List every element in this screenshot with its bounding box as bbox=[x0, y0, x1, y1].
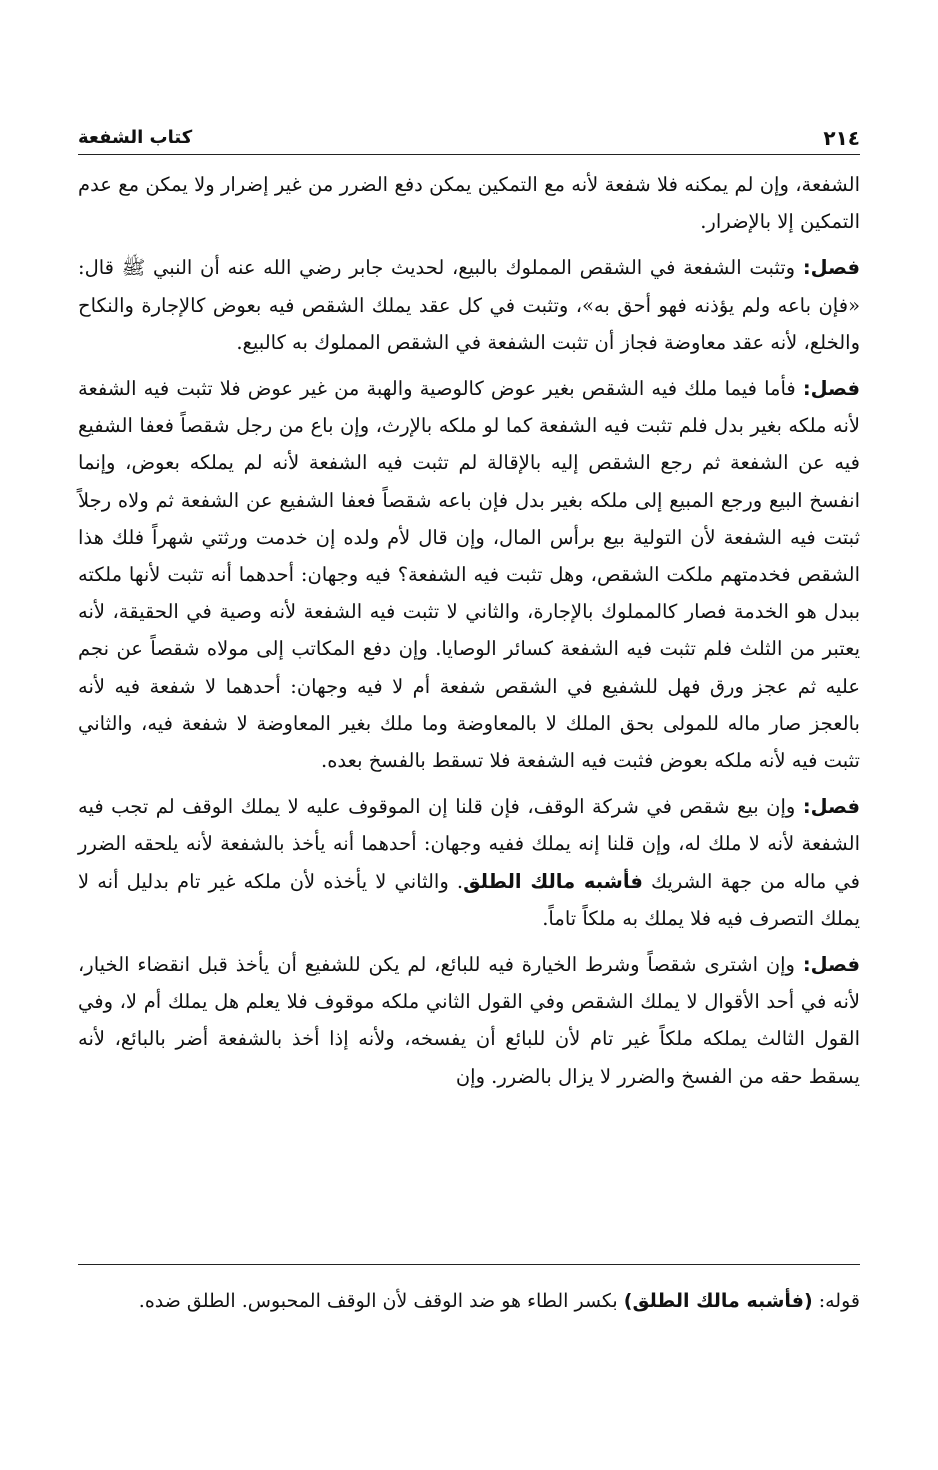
paragraph-5-text: وإن اشترى شقصاً وشرط الخيارة فيه للبائع، لم يكن للشفيع أن يأخذ قبل انقضاء الخيار، لأنه في أحد الأقوال لا يملك الشقص وفي القول الثاني ملكه موقوف فلا يعلم هل يملك أم لا، وفي القول الثالث يملكه ملكاً غير تام لأن للبائع أن يفسخه، ولأنه إذا أخذ بالشفعة أضر بالبائع، لأنه يسقط حقه من الفسخ والضرر لا يزال بالضرر. وإن bbox=[78, 953, 860, 1088]
paragraph-4-text-a: وإن بيع شقص في شركة الوقف، فإن قلنا إن الموقوف عليه لا يملك الوقف لم تجب فيه الشفعة لأنه لا ملك له، وإن قلنا إنه يملك ففيه وجهان: أحدهما أنه يأخذ بالشفعة لأنه يلحقه الضرر في ماله من جهة الشريك bbox=[78, 795, 860, 893]
paragraph-4-text-b: . والثاني لا يأخذه لأن ملكه غير تام بدليل أنه لا يملك التصرف فيه فلا يملك به ملكاً تاماً. bbox=[78, 869, 860, 930]
paragraph-5 bbox=[78, 946, 860, 1095]
body-text bbox=[78, 166, 860, 1095]
paragraph-3 bbox=[78, 370, 860, 779]
footnote-divider bbox=[78, 1264, 860, 1265]
page-number: ٢١٤ bbox=[823, 126, 860, 150]
section-lead: فصل: bbox=[802, 377, 860, 401]
footnote bbox=[78, 1282, 860, 1320]
paragraph-1 bbox=[78, 166, 860, 240]
paragraph-3-text: فأما فيما ملك فيه الشقص بغير عوض كالوصية والهبة من غير عوض فلا تثبت فيه الشفعة لأنه ملكه بغير بدل فلم تثبت فيه الشفعة كما لو ملكه بالإرث، وإن باع من رجل شقصاً فعفا الشفيع فيه عن الشفعة ثم رجع الشقص إليه بالإقالة لم تثبت فيه الشفعة لأنه لم يملكه بعوض، وإنما انفسخ البيع ورجع المبيع إلى ملكه بغير بدل فإن باعه شقصاً فعفا الشفيع عن الشفعة ثم ولاه رجلاً ثبتت فيه الشفعة لأن التولية بيع برأس المال، وإن قال لأم ولده إن خدمت ورثتي شهراً فلك هذا الشقص فخدمتهم ملكت الشقص، وهل تثبت فيه الشفعة؟ فيه وجهان: أحدهما أنه تثبت لأنها ملكته ببدل هو الخدمة فصار كالمملوك بالإجارة، والثاني لا تثبت فيه الشفعة لأنه وصية في الحقيقة، لأنه يعتبر من الثلث فلم تثبت فيه الشفعة كسائر الوصايا. وإن دفع المكاتب إلى مولاه شقصاً عن نجم عليه ثم عجز ورق فهل للشفيع في الشقص شفعة أم لا فيه وجهان: أحدهما لا شفعة فيه لأنه بالعجز صار ماله للمولى بحق الملك لا بالمعاوضة وما ملك بغير المعاوضة لا شفعة فيه، والثاني تثبت فيه لأنه ملكه بعوض فثبت فيه الشفعة فلا تسقط بالفسخ بعده. bbox=[78, 377, 860, 773]
footnote-highlight: (فأشبه مالك الطلق) bbox=[623, 1290, 813, 1312]
highlighted-phrase: فأشبه مالك الطلق bbox=[463, 869, 643, 893]
section-lead: فصل: bbox=[802, 795, 860, 819]
paragraph-2-text: وتثبت الشفعة في الشقص المملوك بالبيع، لحديث جابر رضي الله عنه أن النبي ﷺ قال: «فإن باعه ولم يؤذنه فهو أحق به»، وتثبت في كل عقد يملك الشقص فيه بعوض كالإجارة والنكاح والخلع، لأنه عقد معاوضة فجاز أن تثبت الشفعة في الشقص المملوك به كالبيع. bbox=[78, 256, 860, 354]
footnote-body: بكسر الطاء هو ضد الوقف لأن الوقف المحبوس. الطلق ضده. bbox=[138, 1290, 624, 1312]
running-title: كتاب الشفعة bbox=[78, 127, 193, 148]
page-header bbox=[78, 114, 860, 155]
footnote-prefix: قوله: bbox=[812, 1290, 860, 1312]
paragraph-2 bbox=[78, 249, 860, 361]
section-lead: فصل: bbox=[802, 953, 860, 977]
section-lead: فصل: bbox=[802, 256, 860, 280]
paragraph-1-text: الشفعة، وإن لم يمكنه فلا شفعة لأنه مع التمكين يمكن دفع الضرر من غير إضرار ولا يمكن مع عدم التمكين إلا بالإضرار. bbox=[78, 173, 860, 234]
paragraph-4 bbox=[78, 788, 860, 937]
footnote-text bbox=[78, 1282, 860, 1320]
